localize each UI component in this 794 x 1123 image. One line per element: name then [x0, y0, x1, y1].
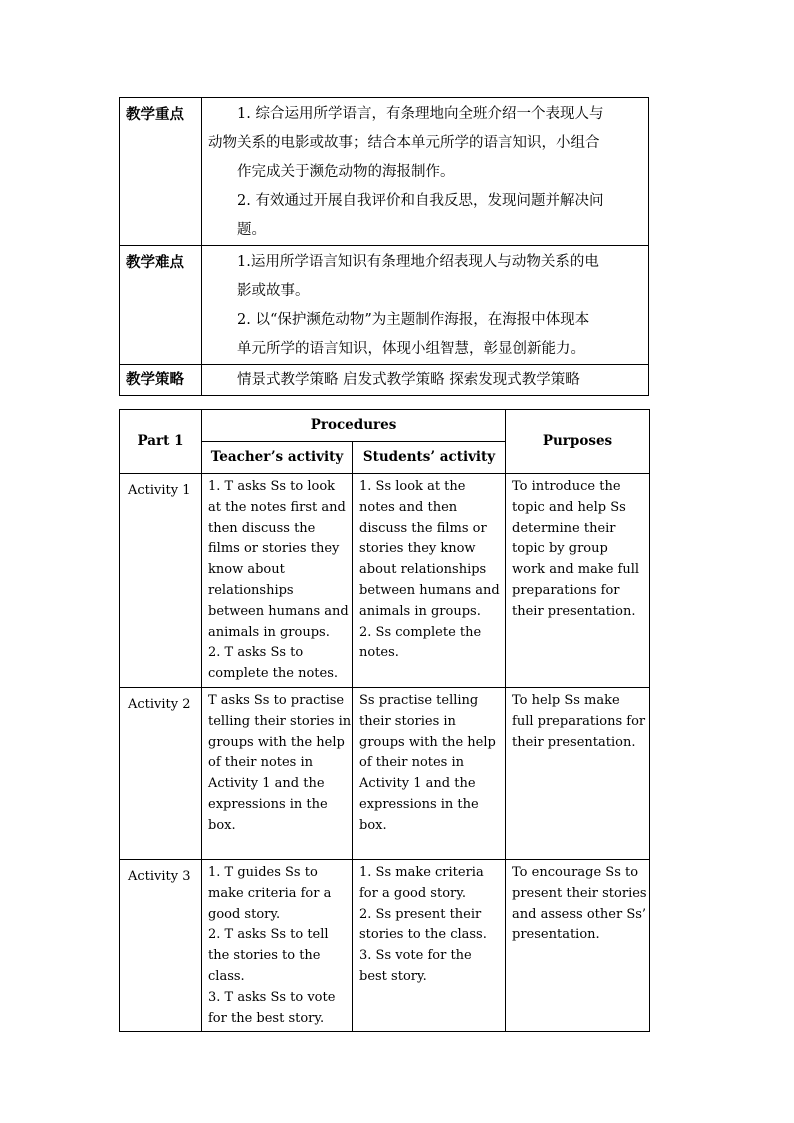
cell-line: To introduce the — [512, 479, 621, 494]
cell-line: groups with the help — [359, 734, 496, 750]
cell-line: 3. T asks Ss to vote — [208, 989, 336, 1005]
cell-line: 1. T guides Ss to — [208, 865, 318, 880]
cell-line: topic and help Ss — [512, 499, 626, 515]
difficult-point-1 — [208, 248, 644, 306]
cell-line: for a good story. — [359, 885, 466, 901]
cell-line: make criteria for a — [208, 885, 332, 901]
cell-line: preparations for — [512, 582, 620, 598]
cell-line: animals in groups. — [208, 624, 330, 640]
difficult-point-2 — [208, 306, 644, 364]
header-row — [120, 410, 650, 442]
cell-line: films or stories they — [208, 541, 340, 557]
activity-label: Activity 2 — [120, 688, 202, 860]
text-line: 1. 综合运用所学语言，有条理地向全班介绍一个表现人与 — [237, 106, 604, 122]
cell-line: expressions in the — [359, 796, 479, 812]
cell-line: stories they know — [359, 541, 476, 557]
cell-line: groups with the help — [208, 734, 345, 750]
text-line: 1.运用所学语言知识有条理地介绍表现人与动物关系的电 — [237, 254, 599, 270]
students-activity-cell — [353, 688, 506, 860]
strategy-row — [120, 365, 649, 396]
cell-line: complete the notes. — [208, 666, 338, 682]
text-line: 题。 — [237, 222, 266, 238]
cell-line: 3. Ss vote for the — [359, 948, 472, 964]
cell-line: determine their — [512, 520, 616, 536]
procedures-table — [119, 409, 650, 1032]
part-label: Part 1 — [120, 410, 202, 474]
purpose-cell — [506, 688, 650, 860]
cell-line: notes. — [359, 645, 399, 661]
table-row — [120, 474, 650, 688]
text-line: 动物关系的电影或故事；结合本单元所学的语言知识，小组合 — [208, 135, 600, 151]
cell-line: 1. Ss look at the — [359, 479, 466, 494]
difficult-points-content — [202, 246, 649, 365]
purposes-header: Purposes — [506, 410, 650, 474]
cell-line: between humans and — [208, 603, 349, 619]
cell-line: box. — [208, 817, 236, 833]
cell-line: 1. Ss make criteria — [359, 865, 484, 880]
cell-line: Activity 1 and the — [359, 776, 476, 792]
lesson-focus-table — [119, 97, 649, 396]
text-line: 情景式教学策略 启发式教学策略 探索发现式教学策略 — [237, 372, 580, 388]
cell-line: 2. Ss complete the — [359, 624, 482, 640]
students-activity-header: Students’ activity — [353, 442, 506, 474]
teacher-activity-cell — [202, 474, 353, 688]
cell-line: work and make full — [512, 562, 640, 578]
cell-line: best story. — [359, 968, 427, 984]
cell-line: animals in groups. — [359, 603, 481, 619]
cell-line: box. — [359, 817, 387, 833]
key-points-content — [202, 98, 649, 246]
text-line: 作完成关于濒危动物的海报制作。 — [237, 164, 455, 180]
cell-line: between humans and — [359, 582, 500, 598]
cell-line: about relationships — [359, 562, 487, 578]
difficult-points-label: 教学难点 — [120, 246, 202, 365]
strategy-content — [202, 365, 649, 396]
cell-line: relationships — [208, 582, 294, 598]
text-line: 2. 以“保护濒危动物”为主题制作海报，在海报中体现本 — [237, 312, 590, 328]
cell-line: of their notes in — [208, 755, 314, 771]
cell-line: for the best story. — [208, 1010, 325, 1026]
cell-line: then discuss the — [208, 520, 316, 536]
cell-line: stories to the class. — [359, 927, 487, 943]
activity-label: Activity 1 — [120, 474, 202, 688]
cell-line: class. — [208, 968, 245, 984]
cell-line: expressions in the — [208, 796, 328, 812]
difficult-points-row — [120, 246, 649, 365]
table-row — [120, 688, 650, 860]
cell-line: topic by group — [512, 541, 608, 557]
cell-line: presentation. — [512, 927, 600, 943]
cell-line: T asks Ss to practise — [208, 693, 345, 708]
cell-line: notes and then — [359, 499, 458, 515]
cell-line: Ss practise telling — [359, 693, 479, 708]
purpose-cell — [506, 474, 650, 688]
cell-line: good story. — [208, 906, 281, 922]
cell-line: present their stories — [512, 885, 647, 901]
cell-line: their stories in — [359, 713, 456, 729]
text-line: 2. 有效通过开展自我评价和自我反思，发现问题并解决问 — [237, 193, 604, 209]
cell-line: discuss the films or — [359, 520, 487, 536]
text-line: 影或故事。 — [237, 283, 310, 299]
teacher-activity-cell — [202, 860, 353, 1032]
purpose-cell — [506, 860, 650, 1032]
strategy-label: 教学策略 — [120, 365, 202, 396]
table-row — [120, 860, 650, 1032]
key-point-2 — [208, 187, 644, 245]
cell-line: of their notes in — [359, 755, 465, 771]
teacher-activity-header: Teacher’s activity — [202, 442, 353, 474]
cell-line: the stories to the — [208, 948, 321, 964]
cell-line: Activity 1 and the — [208, 776, 325, 792]
students-activity-cell — [353, 474, 506, 688]
key-point-1 — [208, 100, 644, 187]
cell-line: To help Ss make — [512, 693, 620, 708]
cell-line: at the notes first and — [208, 499, 346, 515]
key-points-row — [120, 98, 649, 246]
cell-line: 2. Ss present their — [359, 906, 482, 922]
strategy-text — [208, 365, 644, 395]
cell-line: their presentation. — [512, 734, 636, 750]
text-line: 单元所学的语言知识，体现小组智慧，彰显创新能力。 — [237, 341, 585, 357]
cell-line: 2. T asks Ss to — [208, 645, 304, 661]
cell-line: telling their stories in — [208, 713, 352, 729]
cell-line: know about — [208, 562, 285, 578]
students-activity-cell — [353, 860, 506, 1032]
cell-line: 2. T asks Ss to tell — [208, 927, 329, 943]
key-points-label: 教学重点 — [120, 98, 202, 246]
cell-line: full preparations for — [512, 713, 646, 729]
cell-line: their presentation. — [512, 603, 636, 619]
cell-line: To encourage Ss to — [512, 865, 639, 880]
procedures-header: Procedures — [202, 410, 506, 442]
teacher-activity-cell — [202, 688, 353, 860]
cell-line: 1. T asks Ss to look — [208, 479, 336, 494]
activity-label: Activity 3 — [120, 860, 202, 1032]
cell-line: and assess other Ss’ — [512, 906, 647, 922]
